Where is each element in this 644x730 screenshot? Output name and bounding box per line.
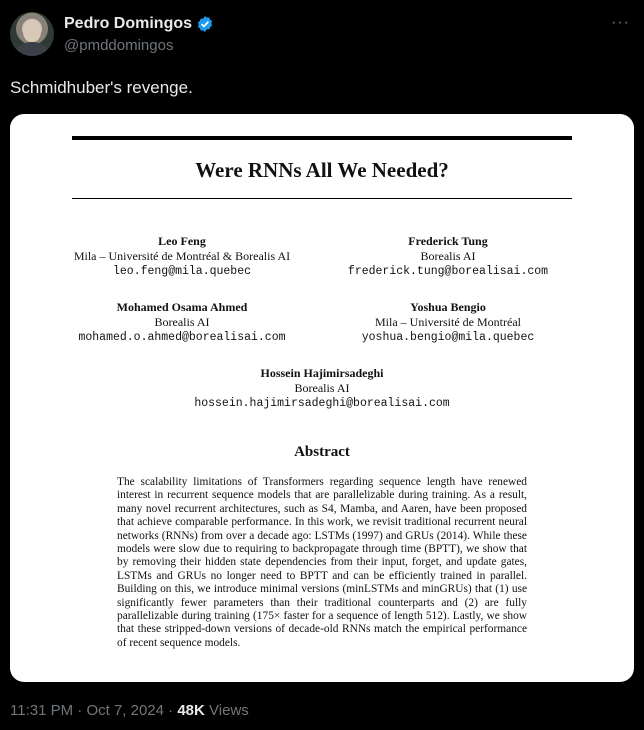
paper-image[interactable]: [10, 114, 634, 682]
author-email: mohamed.o.ahmed@borealisai.com: [78, 331, 286, 344]
author-block: [318, 234, 578, 279]
title-rule-bottom: [72, 198, 572, 199]
avatar-face: [23, 20, 41, 42]
author-affiliation: Borealis AI: [154, 315, 210, 329]
author-name: Mohamed Osama Ahmed: [116, 300, 248, 314]
avatar-shirt: [16, 42, 48, 56]
display-name[interactable]: Pedro Domingos: [64, 15, 193, 32]
tweet-time[interactable]: 11:31 PM: [10, 702, 74, 719]
author-name: Leo Feng: [158, 234, 206, 248]
author-block: [318, 300, 578, 345]
author-block: [52, 300, 312, 345]
name-row: [64, 15, 214, 33]
author-name: Hossein Hajimirsadeghi: [260, 366, 384, 380]
author-email: leo.feng@mila.quebec: [112, 265, 252, 278]
author-email: frederick.tung@borealisai.com: [347, 265, 549, 278]
author-affiliation: Borealis AI: [294, 381, 350, 395]
author-name: Yoshua Bengio: [410, 300, 486, 314]
author-affiliation: Borealis AI: [420, 249, 476, 263]
verified-badge-icon: [196, 15, 214, 33]
tweet-meta: [10, 702, 249, 719]
views-label: Views: [209, 702, 249, 719]
author-name: Frederick Tung: [408, 234, 488, 248]
meta-separator: ·: [168, 702, 174, 719]
author-block: [172, 366, 472, 411]
author-affiliation: Mila – Université de Montréal & Borealis AI: [73, 249, 291, 263]
more-options-icon[interactable]: ···: [611, 14, 630, 31]
author-block: [52, 234, 312, 279]
author-affiliation: Mila – Université de Montréal: [375, 315, 521, 329]
title-rule-top: [72, 136, 572, 140]
author-email: hossein.hajimirsadeghi@borealisai.com: [194, 397, 450, 410]
abstract-heading: Abstract: [294, 444, 350, 460]
tweet-header: [10, 12, 634, 60]
author-email: yoshua.bengio@mila.quebec: [361, 331, 535, 344]
views-count: 48K: [177, 702, 205, 719]
avatar[interactable]: [10, 12, 54, 56]
tweet-text: Schmidhuber's revenge.: [10, 78, 193, 97]
tweet-date[interactable]: Oct 7, 2024: [86, 702, 164, 719]
handle[interactable]: @pmddomingos: [64, 37, 174, 54]
meta-separator: ·: [77, 702, 83, 719]
abstract-text: The scalability limitations of Transformers regarding sequence length have renewed interest in recurrent sequence models that are parallelizable during training. As a result, many novel recurrent architectures, such as S4, Mamba, and Aaren, have been proposed that achieve comparable performance. In this work, we revisit traditional recurrent neural networks (RNNs) from over a decade ago: LSTMs (1997) and GRUs (2014). While these models were slow due to requiring to backpropagate through time (BPTT), we show that by removing their hidden state dependencies from their input, forget, and update gates, LSTMs and GRUs no longer need to BPTT and can be efficiently trained in parallel. Building on this, we introduce minimal versions (minLSTMs and minGRUs) that (1) use significantly fewer parameters than their traditional counterparts and (2) are fully parallelizable during training (175× faster for a sequence of length 512). Lastly, we show that these stripped-down versions of decade-old RNNs match the empirical performance of recent sequence models.: [117, 476, 527, 649]
paper-title: Were RNNs All We Needed?: [195, 158, 449, 182]
